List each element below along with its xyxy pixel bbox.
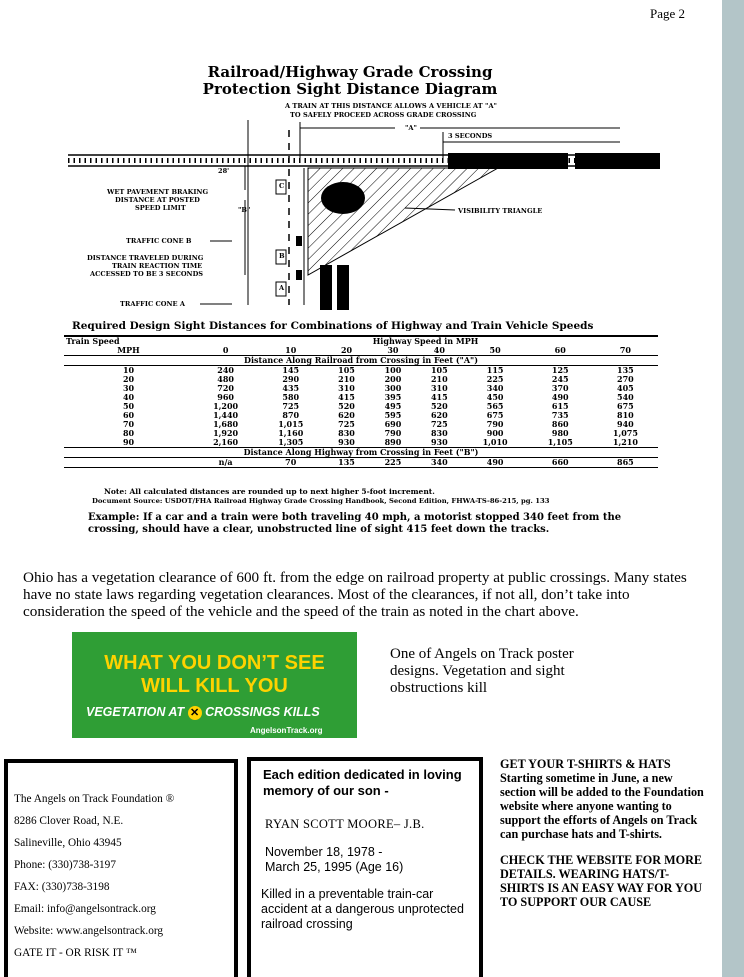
city-address: Salineville, Ohio 43945	[14, 837, 122, 849]
table-cell: 90	[64, 438, 193, 448]
traffic-cone-b-icon	[296, 236, 302, 246]
table-cell: 40	[416, 346, 462, 356]
diagram-cone-a: TRAFFIC CONE A	[120, 300, 185, 308]
table-cell: 490	[551, 392, 569, 402]
diagram-wet-1: WET PAVEMENT BRAKING	[107, 188, 209, 196]
diagram-three-seconds: 3 SECONDS	[448, 132, 493, 140]
table-cell: 395	[384, 392, 402, 402]
table-cell: 940	[617, 419, 634, 429]
table-source: Document Source: USDOT/FHA Railroad Highway Grade Crossing Handbook, Second Edition, FHWA-TS-86-215, pg. 133	[92, 496, 550, 505]
table-cell: 520	[338, 401, 355, 411]
table-note: Note: All calculated distances are rounded up to next higher 5-foot increment.	[104, 487, 435, 496]
phone: Phone: (330)738-3197	[14, 859, 116, 871]
slogan: GATE IT - OR RISK IT ™	[14, 947, 137, 959]
table-cell: 310	[338, 383, 355, 393]
memorial-name: RYAN SCOTT MOORE– J.B.	[265, 817, 425, 831]
table-cell: 565	[486, 401, 504, 411]
figure-title	[110, 64, 590, 98]
table-cell: 40	[122, 392, 135, 402]
table-cell: 415	[338, 392, 355, 402]
figure-title-line1: Railroad/Highway Grade Crossing	[207, 63, 493, 81]
diagram-c-mark: C	[279, 182, 285, 190]
mph-label: MPH	[64, 346, 193, 356]
diagram-top-line2: TO SAFELY PROCEED ACROSS GRADE CROSSING	[290, 111, 477, 119]
diagram-wet-2: DISTANCE AT POSTED	[115, 196, 200, 204]
table-cell: 580	[282, 392, 300, 402]
table-cell: 725	[430, 419, 448, 429]
table-cell: 300	[384, 383, 402, 393]
table-cell: 60	[122, 410, 135, 420]
table-row	[64, 393, 658, 402]
poster-website: AngelsonTrack.org	[250, 726, 323, 735]
table-cell: 735	[551, 410, 569, 420]
table-cell: 20	[122, 374, 135, 384]
memorial-born: November 18, 1978 -	[265, 845, 383, 859]
table-cell: 1,200	[213, 401, 239, 411]
table-cell: 860	[551, 419, 569, 429]
poster-line2: WILL KILL YOU	[141, 675, 288, 697]
table-cell: 1,105	[528, 438, 593, 448]
table-cell: 690	[384, 419, 402, 429]
sight-distance-table	[64, 335, 658, 468]
table-cell: 675	[486, 410, 504, 420]
table-cell: 340	[486, 383, 504, 393]
table-cell: 960	[217, 392, 234, 402]
table-cell: 1,210	[593, 438, 658, 448]
contact-box	[4, 759, 238, 977]
body-paragraph: Ohio has a vegetation clearance of 600 ft. from the edge on railroad property at public crossings. Many states have no state laws regarding vegetation clearances. Most of the clearances, if not all, don’t take into consideration the speed of the vehicle and the speed of the train as noted in the chart above.	[23, 569, 687, 620]
table-cell: 725	[282, 401, 300, 411]
table-cell: 210	[338, 374, 355, 384]
diagram-a-mark: A	[279, 284, 285, 292]
memorial-heading: Each edition dedicated in loving memory of our son -	[263, 767, 462, 798]
table-cell: 675	[617, 401, 634, 411]
vehicle-icon-right	[337, 265, 349, 310]
table-cell: 370	[551, 383, 569, 393]
table-cell: 225	[486, 374, 504, 384]
table-cell: 135	[323, 458, 369, 468]
poster-line3a: VEGETATION AT	[86, 705, 185, 719]
table-cell: 660	[528, 458, 593, 468]
street-address: 8286 Clover Road, N.E.	[14, 815, 124, 827]
table-cell: 415	[430, 392, 448, 402]
diagram-visibility-label: VISIBILITY TRIANGLE	[458, 207, 543, 215]
table-cell: 480	[217, 374, 234, 384]
table-cell: 405	[617, 383, 634, 393]
table-cell: 1,010	[463, 438, 528, 448]
train-car-icon	[575, 153, 660, 169]
table-cell: 810	[617, 410, 634, 420]
railroad-crossing-icon: ✕	[188, 706, 202, 720]
table-cell: 210	[430, 374, 448, 384]
tshirts-section	[500, 757, 710, 921]
table-cell: 620	[338, 410, 355, 420]
table-cell: 20	[323, 346, 369, 356]
table-cell: 595	[384, 410, 402, 420]
memorial-dates	[265, 845, 403, 875]
table-cell: 1,015	[278, 419, 304, 429]
table-cell: 70	[258, 458, 323, 468]
website: Website: www.angelsontrack.org	[14, 925, 164, 937]
poster-line3	[86, 705, 320, 720]
email: Email: info@angelsontrack.org	[14, 903, 156, 915]
table-cell: 790	[486, 419, 504, 429]
diagram-wet-3: SPEED LIMIT	[135, 204, 186, 212]
figure-title-line2: Protection Sight Distance Diagram	[202, 80, 498, 98]
table-title: Required Design Sight Distances for Combinations of Highway and Train Vehicle Speeds	[72, 320, 594, 332]
table-cell: 520	[430, 401, 448, 411]
table-note-block	[92, 488, 549, 505]
table-cell: 450	[486, 392, 504, 402]
table-cell: 830	[430, 428, 448, 438]
table-cell: 980	[551, 428, 569, 438]
example-text: Example: If a car and a train were both traveling 40 mph, a motorist stopped 340 feet from the crossing, should have a clear, unobstructed line of sight 415 feet down the tracks.	[88, 512, 622, 535]
table-cell: 225	[370, 458, 416, 468]
railroad-heading: Distance Along Railroad from Crossing in Feet ("A")	[64, 356, 658, 366]
memorial-killed: Killed in a preventable train-car accident at a dangerous unprotected railroad crossing	[261, 887, 464, 931]
table-cell: 495	[384, 401, 402, 411]
diagram-dist-3: ACCESSED TO BE 3 SECONDS	[90, 270, 204, 278]
table-row	[64, 402, 658, 411]
table-cell: 900	[486, 428, 504, 438]
sight-distance-diagram	[60, 100, 660, 315]
table-cell: 245	[551, 374, 569, 384]
diagram-b-mark: B	[279, 252, 285, 260]
table-cell: 1,305	[258, 438, 323, 448]
org-name: The Angels on Track Foundation ®	[14, 793, 175, 805]
train-icon	[448, 153, 568, 169]
table-cell: 540	[617, 392, 634, 402]
table-cell: 870	[282, 410, 300, 420]
table-cell: 105	[338, 365, 355, 375]
diagram-cone-b: TRAFFIC CONE B	[126, 237, 192, 245]
table-cell: 1,075	[612, 428, 638, 438]
table-cell: 890	[370, 438, 416, 448]
table-cell: 200	[384, 374, 402, 384]
table-cell: 620	[430, 410, 448, 420]
poster-line1: WHAT YOU DON’T SEE	[104, 652, 325, 674]
poster-caption: One of Angels on Track poster designs. Vegetation and sight obstructions kill	[390, 646, 574, 696]
table-cell: 30	[122, 383, 135, 393]
memorial-box	[247, 757, 483, 977]
diagram-top-line1: A TRAIN AT THIS DISTANCE ALLOWS A VEHICLE AT "A"	[285, 102, 497, 110]
side-color-bar	[722, 0, 744, 977]
table-cell: 135	[617, 365, 634, 375]
table-cell: 930	[416, 438, 462, 448]
table-cell: 0	[193, 346, 258, 356]
train-speed-label: Train Speed	[64, 336, 193, 346]
vehicle-icon-left	[320, 265, 332, 310]
table-cell: 720	[217, 383, 234, 393]
table-cell: 115	[486, 365, 504, 375]
table-cell: 10	[122, 365, 135, 375]
table-cell: 70	[122, 419, 135, 429]
table-cell: 100	[384, 365, 402, 375]
vegetation-bush-icon	[321, 182, 365, 214]
highway-distance-row	[64, 458, 658, 468]
table-cell: 490	[463, 458, 528, 468]
diagram-28ft: 28'	[218, 167, 230, 175]
table-cell: 30	[370, 346, 416, 356]
fax: FAX: (330)738-3198	[14, 881, 110, 893]
tshirts-paragraph: GET YOUR T-SHIRTS & HATS Starting sometime in June, a new section will be added to the Foundation website where anyone wanting to support the efforts of Angels on Track can purchase hats and T-shirts.	[500, 757, 704, 841]
table-cell: 80	[122, 428, 135, 438]
table-cell: 240	[217, 365, 234, 375]
table-cell: 865	[593, 458, 658, 468]
table-cell: 290	[282, 374, 300, 384]
table-cell: 105	[430, 365, 448, 375]
page-number: Page 2	[650, 6, 686, 21]
table-cell: 70	[593, 346, 658, 356]
table-cell: 435	[282, 383, 300, 393]
table-cell: 790	[384, 428, 402, 438]
table-cell: 615	[551, 401, 569, 411]
table-cell: 50	[122, 401, 135, 411]
table-cell: 1,440	[213, 410, 239, 420]
diagram-a-label: "A"	[405, 124, 417, 132]
poster-image	[72, 632, 357, 738]
table-row	[64, 366, 658, 376]
table-cell: 2,160	[193, 438, 258, 448]
table-cell: 50	[463, 346, 528, 356]
table-cell: 10	[258, 346, 323, 356]
table-cell: 1,160	[278, 428, 304, 438]
poster-line3b: CROSSINGS KILLS	[205, 705, 320, 719]
table-cell: 60	[528, 346, 593, 356]
highway-heading: Distance Along Highway from Crossing in Feet ("B")	[64, 448, 658, 458]
diagram-dist-1: DISTANCE TRAVELED DURING	[87, 254, 204, 262]
traffic-cone-a-icon	[296, 270, 302, 280]
table-cell: n/a	[193, 458, 258, 468]
table-cell: 830	[338, 428, 355, 438]
table-cell: 340	[416, 458, 462, 468]
website-paragraph: CHECK THE WEBSITE FOR MORE DETAILS. WEARING HATS/T-SHIRTS IS AN EASY WAY FOR YOU TO SUPPORT OUR CAUSE	[500, 853, 703, 909]
diagram-dist-2: TRAIN REACTION TIME	[112, 262, 203, 270]
table-cell: 1,920	[213, 428, 239, 438]
table-cell: 725	[338, 419, 355, 429]
table-cell: 310	[430, 383, 448, 393]
table-cell: 125	[551, 365, 569, 375]
diagram-b-label: "B"	[238, 206, 251, 214]
table-cell: 930	[323, 438, 369, 448]
highway-speed-label: Highway Speed in MPH	[193, 336, 658, 346]
table-cell: 270	[617, 374, 634, 384]
table-cell: 1,680	[213, 419, 239, 429]
table-cell: 145	[282, 365, 300, 375]
memorial-died: March 25, 1995 (Age 16)	[265, 860, 404, 874]
